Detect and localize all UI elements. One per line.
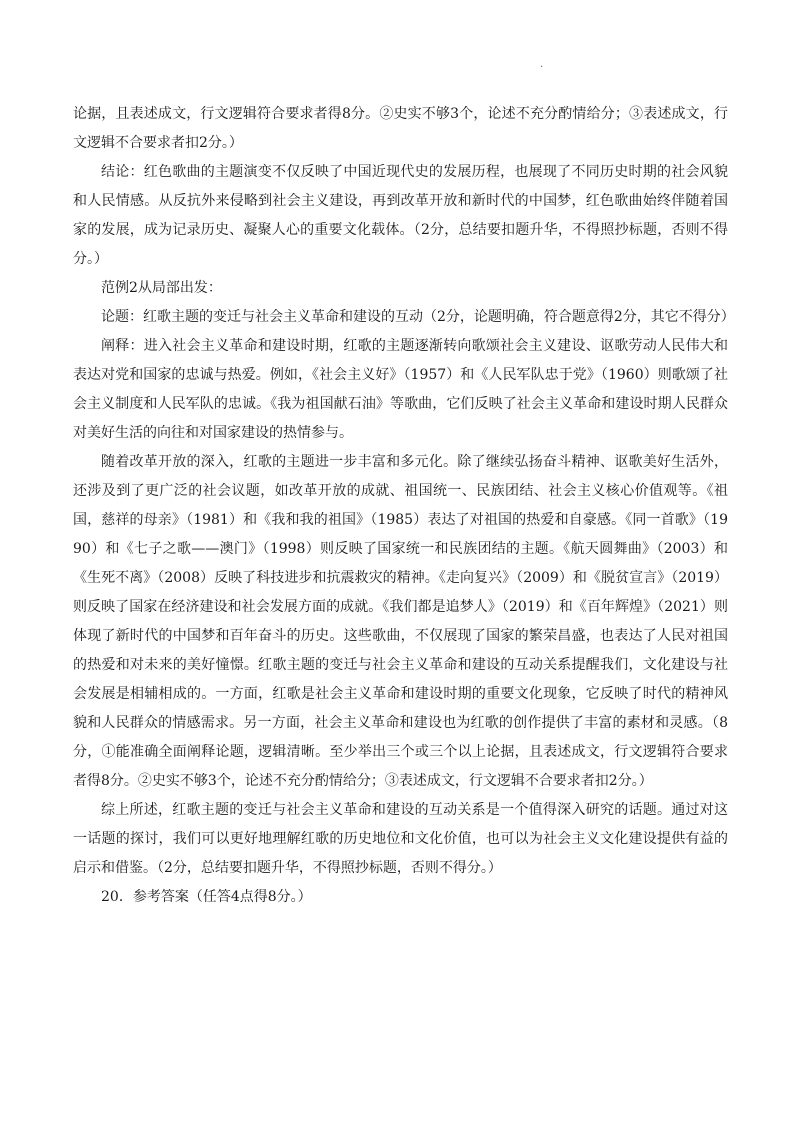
document-body — [73, 100, 735, 912]
paragraph-example-2-heading: 范例2从局部出发： — [101, 280, 222, 296]
paragraph-thesis: 论题：红歌主题的变迁与社会主义革命和建设的互动（2分，论题明确，符合题意得2分，其它不得分） — [101, 309, 735, 325]
paragraph-reform-era: 随着改革开放的深入，红歌的主题进一步丰富和多元化。除了继续弘扬奋斗精神、讴歌美好生活外，还涉及到了更广泛的社会议题，如改革开放的成就、祖国统一、民族团结、社会主义核心价值观等。《祖国，慈祥的母亲》（1981）和《我和我的祖国》（1985）表达了对祖国的热爱和自豪感。《同一首歌》（1990）和《七子之歌——澳门》（1998）则反映了国家统一和民族团结的主题。《航天圆舞曲》（2003）和《生死不离》（2008）反映了科技进步和抗震救灾的精神。《走向复兴》（2009）和《脱贫宣言》（2019）则反映了国家在经济建设和社会发展方面的成就。《我们都是追梦人》（2019）和《百年辉煌》（2021）则体现了新时代的中国梦和百年奋斗的历史。这些歌曲，不仅展现了国家的繁荣昌盛，也表达了人民对祖国的热爱和对未来的美好憧憬。红歌主题的变迁与社会主义革命和建设的互动关系提醒我们，文化建设与社会发展是相辅相成的。一方面，红歌是社会主义革命和建设时期的重要文化现象，它反映了时代的精神风貌和人民群众的情感需求。另一方面，社会主义革命和建设也为红歌的创作提供了丰富的素材和灵感。（8分，①能准确全面阐释论题，逻辑清晰。至少举出三个或三个以上论据，且表述成文，行文逻辑符合要求者得8分。②史实不够3个，论述不充分酌情给分；③表述成文，行文逻辑不合要求者扣2分。） — [73, 454, 728, 789]
paragraph-explanation: 阐释：进入社会主义革命和建设时期，红歌的主题逐渐转向歌颂社会主义建设、讴歌劳动人民伟大和表达对党和国家的忠诚与热爱。例如，《社会主义好》（1957）和《人民军队忠于党》（1960）则歌颂了社会主义制度和人民军队的忠诚。《我为祖国献石油》等歌曲，它们反映了社会主义革命和建设时期人民群众对美好生活的向往和对国家建设的热情参与。 — [73, 338, 728, 441]
paragraph-conclusion: 结论：红色歌曲的主题演变不仅反映了中国近现代史的发展历程，也展现了不同历史时期的社会风貌和人民情感。从反抗外来侵略到社会主义建设，再到改革开放和新时代的中国梦，红色歌曲始终伴随着国家的发展，成为记录历史、凝聚人心的重要文化载体。（2分，总结要扣题升华，不得照抄标题，否则不得分。） — [73, 164, 728, 267]
paragraph-question-20: 20．参考答案（任答4点得8分。） — [101, 889, 312, 905]
paragraph-summary: 综上所述，红歌主题的变迁与社会主义革命和建设的互动关系是一个值得深入研究的话题。通过对这一话题的探讨，我们可以更好地理解红歌的历史地位和文化价值，也可以为社会主义文化建设提供有益的启示和借鉴。（2分，总结要扣题升华，不得照抄标题，否则不得分。） — [73, 802, 728, 876]
top-dot-mark: . — [540, 59, 544, 70]
paragraph-continued-scoring: 论据，且表述成文，行文逻辑符合要求者得8分。②史实不够3个，论述不充分酌情给分；③表述成文，行文逻辑不合要求者扣2分。） — [73, 106, 728, 151]
